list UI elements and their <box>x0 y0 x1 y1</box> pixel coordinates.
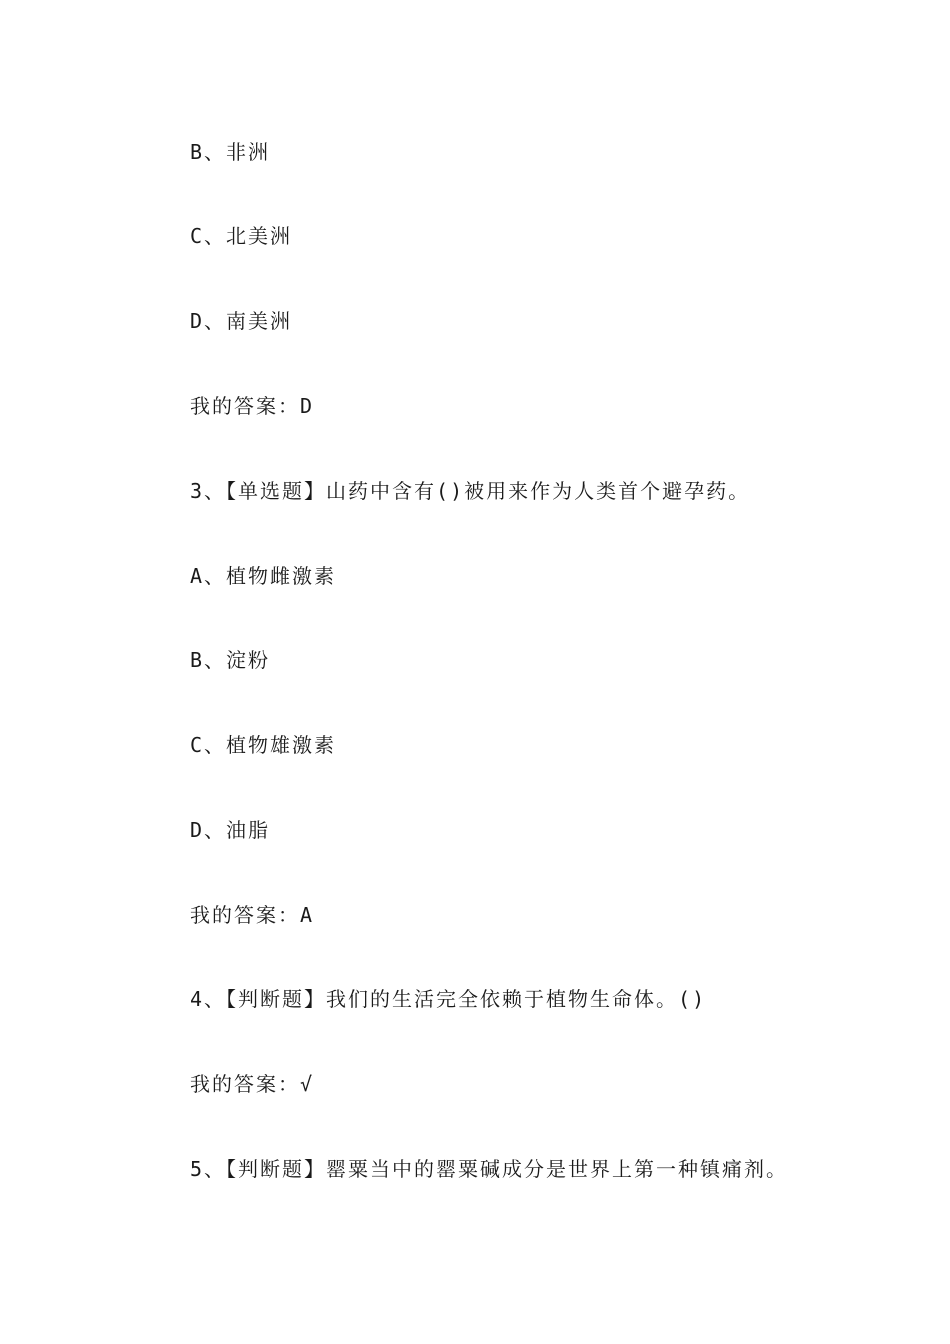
option-b-q3: B、淀粉 <box>190 648 271 672</box>
option-c-q2: C、北美洲 <box>190 224 293 248</box>
option-c-q3: C、植物雄激素 <box>190 733 337 757</box>
option-d-q3: D、油脂 <box>190 818 271 842</box>
question-4: 4、【判断题】我们的生活完全依赖于植物生命体。() <box>190 987 707 1011</box>
option-b-q2: B、非洲 <box>190 140 271 164</box>
question-5: 5、【判断题】罂粟当中的罂粟碱成分是世界上第一种镇痛剂。 <box>190 1157 789 1181</box>
question-3: 3、【单选题】山药中含有()被用来作为人类首个避孕药。 <box>190 479 751 503</box>
answer-q2: 我的答案：D <box>190 394 315 418</box>
option-d-q2: D、南美洲 <box>190 309 293 333</box>
answer-q3: 我的答案：A <box>190 903 315 927</box>
answer-q4: 我的答案：√ <box>190 1072 315 1096</box>
option-a-q3: A、植物雌激素 <box>190 564 337 588</box>
